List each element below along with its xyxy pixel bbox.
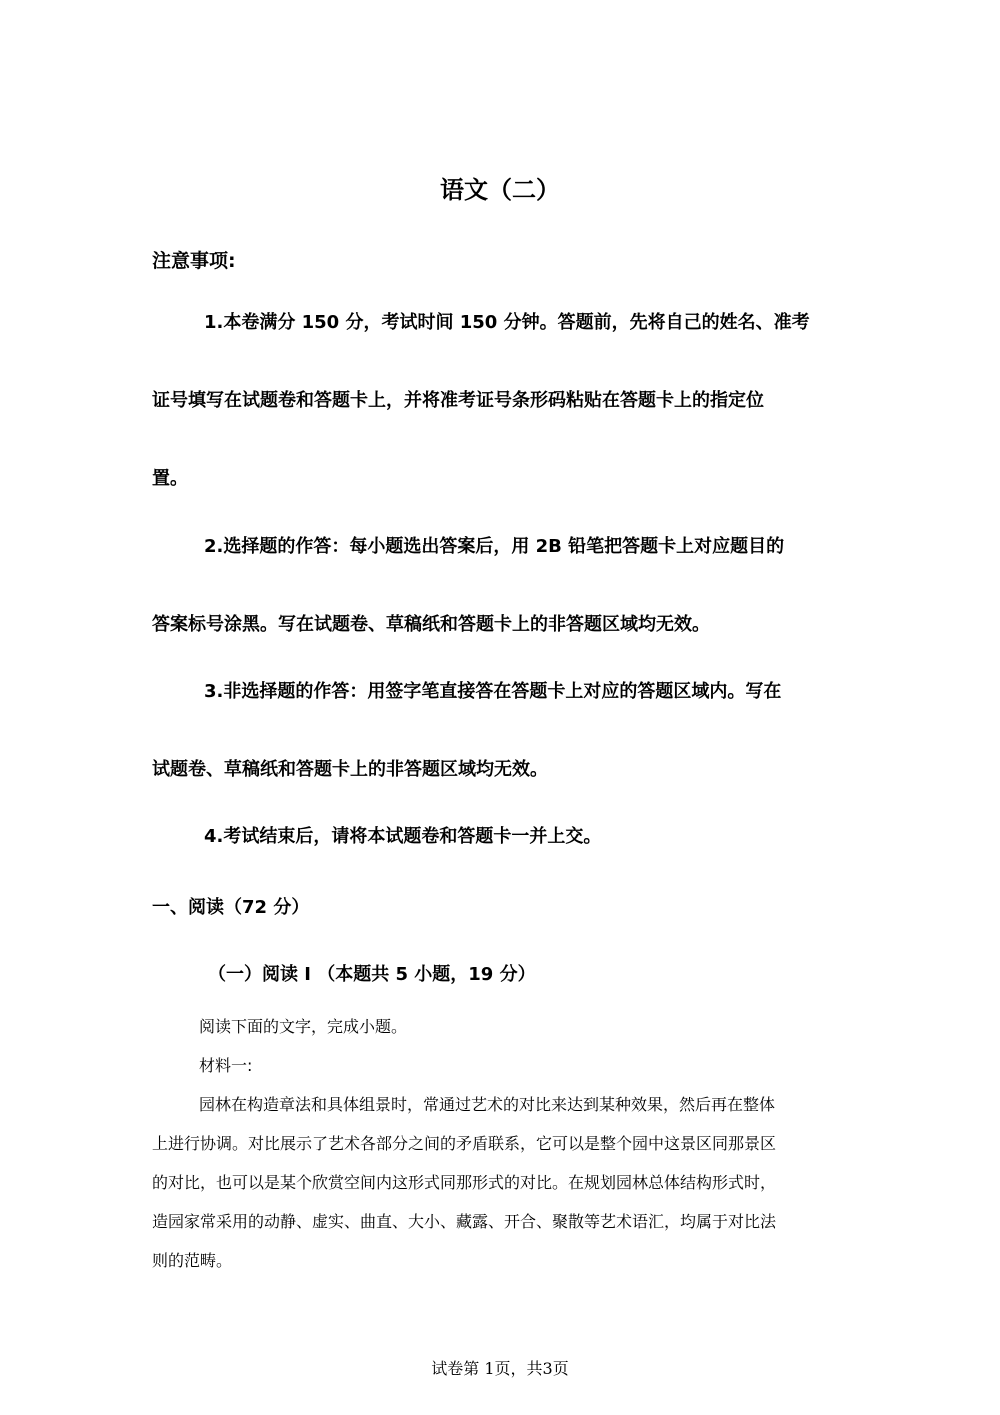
notice-line: 2.选择题的作答：每小题选出答案后，用 2B 铅笔把答题卡上对应题目的	[204, 536, 785, 557]
paragraph-line: 则的范畴。	[152, 1251, 233, 1270]
subsection-heading: （一）阅读 I （本题共 5 小题，19 分）	[208, 964, 536, 985]
notice-item-3	[152, 653, 852, 809]
notice-line: 答案标号涂黑。写在试题卷、草稿纸和答题卡上的非答题区域均无效。	[152, 614, 710, 635]
instruction-text: 阅读下面的文字，完成小题。	[199, 1017, 408, 1036]
page-title: 语文（二）	[440, 176, 560, 204]
notice-line: 4.考试结束后，请将本试题卷和答题卡一并上交。	[204, 826, 602, 847]
section-heading: 一、阅读（72 分）	[152, 897, 310, 918]
notice-heading: 注意事项:	[152, 250, 236, 272]
paragraph-line: 造园家常采用的动静、虚实、曲直、大小、藏露、开合、聚散等艺术语汇，均属于对比法	[152, 1212, 777, 1231]
notice-item-4	[152, 798, 852, 876]
reading-material	[152, 1007, 852, 1280]
page-footer: 试卷第 1页，共3页	[431, 1359, 569, 1378]
notice-item-2	[152, 508, 852, 664]
notice-line: 置。	[152, 468, 188, 489]
notice-line: 3.非选择题的作答：用签字笔直接答在答题卡上对应的答题区域内。写在	[204, 681, 782, 702]
paragraph-line: 的对比，也可以是某个欣赏空间内这形式同那形式的对比。在规划园林总体结构形式时，	[152, 1173, 777, 1192]
material-label: 材料一:	[199, 1056, 253, 1075]
paragraph-line: 园林在构造章法和具体组景时，常通过艺术的对比来达到某种效果，然后再在整体	[199, 1095, 776, 1114]
notice-item-1	[152, 284, 852, 518]
notice-line: 试题卷、草稿纸和答题卡上的非答题区域均无效。	[152, 759, 548, 780]
paragraph-line: 上进行协调。对比展示了艺术各部分之间的矛盾联系，它可以是整个园中这景区同那景区	[152, 1134, 777, 1153]
notice-line: 证号填写在试题卷和答题卡上，并将准考证号条形码粘贴在答题卡上的指定位	[152, 390, 764, 411]
notice-line: 1.本卷满分 150 分，考试时间 150 分钟。答题前，先将自己的姓名、准考	[204, 312, 810, 333]
